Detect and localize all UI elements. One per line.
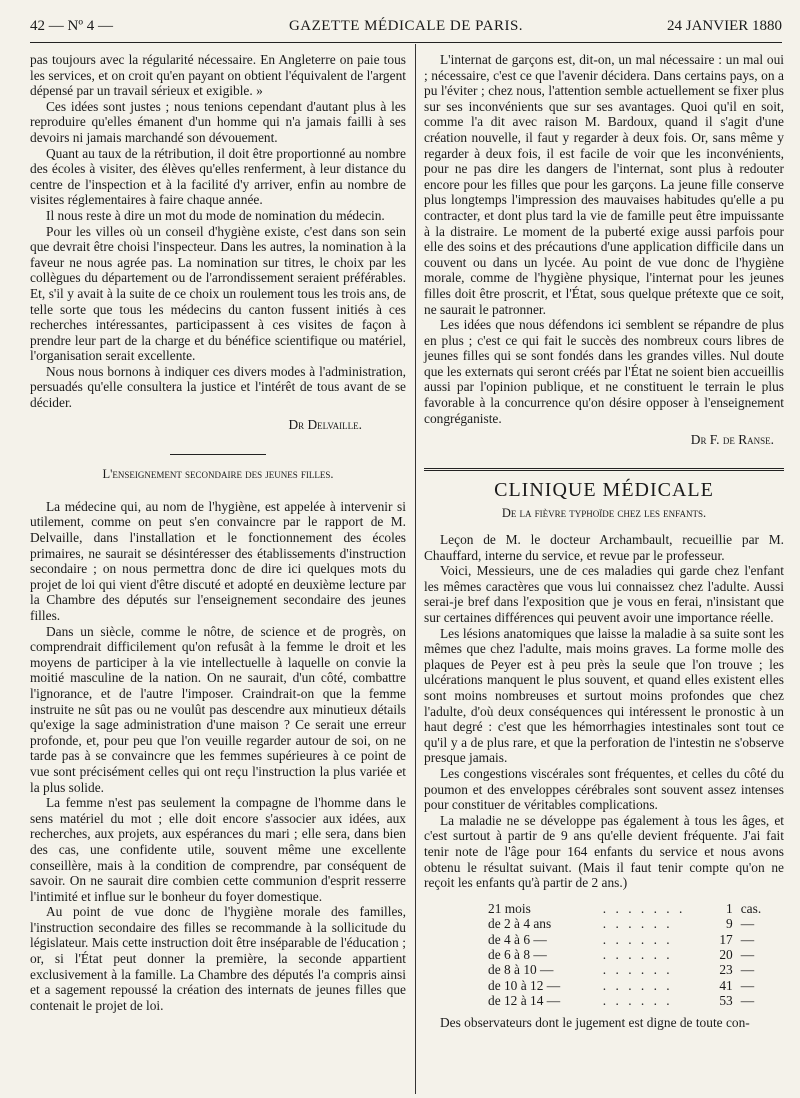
clinic-subtitle: De la fièvre typhoïde chez les enfants. xyxy=(501,506,707,521)
column-divider xyxy=(415,44,416,1094)
case-count: 9 xyxy=(726,916,733,932)
paragraph: Nous nous bornons à indiquer ces divers modes à l'administration, persuadés qu'elle consultera la justice et l'intérêt de tous avant de se décider. xyxy=(30,363,406,411)
page-number: 42 — Nº 4 — xyxy=(30,18,113,34)
case-unit: — xyxy=(740,993,755,1009)
paragraph: Quant au taux de la rétribution, il doit être proportionné au nombre des écoles à visiter, des élèves qu'elles renferment, à leur distance du centre de l'inspection et à la facilité d'y arriver, enfin au nombre de visites réglementaires à faire chaque année. xyxy=(30,145,406,208)
case-count: 41 xyxy=(719,977,733,993)
paragraph: Pour les villes où un conseil d'hygiène existe, c'est dans son sein que devrait être choisi l'inspecteur. Dans les autres, la nomination à la faveur ne nous agrée pas. La nomination sur titres, le choix par les collègues du département ou de l'arrondissement seraient préférables. Et, s'il y avait à la suite de ce choix un roulement tous les trois ans, de telle sorte que tous les médecins du canton fussent initiés à ces recherches intéressantes, participassent à ces visites de façon à prendre leur part de la charge et du bénéfice scientifique ou matériel, l'organisation serait excellente. xyxy=(30,223,406,364)
leader-dots: . . . . . . xyxy=(602,993,673,1009)
paragraph: Voici, Messieurs, une de ces maladies qui garde chez l'enfant les mêmes caractères que vous lui connaissez chez l'adulte. Aussi serai-je bref dans l'exposition que je vous en ferai, n'insistant que sur certaines différences qui peuvent avoir une importance réelle. xyxy=(424,563,784,625)
case-unit: — xyxy=(740,946,755,962)
header-rule xyxy=(30,42,782,43)
age-range: de 12 à 14 — xyxy=(488,993,561,1009)
paragraph: Les congestions viscérales sont fréquentes, et celles du côté du poumon et des enveloppes cérébrales sont souvent assez intenses pour constituer de véritables complications. xyxy=(424,765,784,813)
case-count: 20 xyxy=(719,946,733,962)
section-title: L'enseignement secondaire des jeunes filles. xyxy=(102,467,334,482)
age-range: de 6 à 8 — xyxy=(488,946,547,962)
case-unit: — xyxy=(740,916,755,932)
age-range: de 8 à 10 — xyxy=(488,962,554,978)
case-count: 17 xyxy=(719,931,733,947)
paragraph: Les idées que nous défendons ici semblent se répandre de plus en plus ; c'est ce qui fait le succès des nombreux cours libres de jeunes filles qui se sont fondés dans les grandes villes. Nul doute que les externats qui seront créés par l'État ne soient bien accueillis aussi par l'opinion publique, et ne constituent le terrain le plus favorable à la concurrence qu'on désire opposer à l'enseignement congréganiste. xyxy=(424,317,784,426)
case-unit: — xyxy=(740,931,755,947)
table-row xyxy=(484,901,784,916)
table-row xyxy=(484,932,784,947)
case-unit: — xyxy=(740,962,755,978)
age-range: de 2 à 4 ans xyxy=(488,916,552,932)
case-count: 53 xyxy=(719,993,733,1009)
journal-title: GAZETTE MÉDICALE DE PARIS. xyxy=(288,18,524,34)
leader-dots: . . . . . . xyxy=(602,931,673,947)
paragraph: Des observateurs dont le jugement est digne de toute con- xyxy=(440,1014,750,1030)
section-divider xyxy=(170,454,266,455)
leader-dots: . . . . . . xyxy=(602,946,673,962)
clinic-title: CLINIQUE MÉDICALE xyxy=(494,478,714,501)
left-column xyxy=(30,52,406,1013)
right-column xyxy=(424,52,784,1030)
paragraph: Au point de vue donc de l'hygiène morale des familles, l'instruction secondaire des filles se recommande à la sollicitude du législateur. Mais cette instruction doit être inséparable de l'éducation ; or, si l'État peut donner la première, la seconde appartient exclusivement à la famille. La Chambre des députés l'a compris ainsi et a sagement repoussé la création des internats de jeunes filles que contenait le projet de loi. xyxy=(30,904,406,1013)
issue-date: 24 JANVIER 1880 xyxy=(667,18,782,34)
leader-dots: . . . . . . . xyxy=(602,900,686,916)
age-range: de 4 à 6 — xyxy=(488,931,547,947)
age-stats-table xyxy=(484,901,784,1009)
paragraph: Ces idées sont justes ; nous tenions cependant d'autant plus à les reproduire qu'elles émanent d'un homme qui n'a jamais failli à ses devoirs ni jamais marchandé son dévouement. xyxy=(30,98,406,145)
table-row xyxy=(484,978,784,993)
leader-dots: . . . . . . xyxy=(602,916,673,932)
age-range: 21 mois xyxy=(488,900,531,916)
case-count: 23 xyxy=(719,962,733,978)
table-row xyxy=(484,947,784,962)
section-divider xyxy=(424,468,784,473)
lecture-note: Leçon de M. le docteur Archambault, recueillie par M. Chauffard, interne du service, et revue par le professeur. xyxy=(424,532,784,563)
leader-dots: . . . . . . xyxy=(602,962,673,978)
table-row xyxy=(484,916,784,931)
paragraph: La femme n'est pas seulement la compagne de l'homme dans le sens matériel du mot ; elle doit encore s'associer aux idées, aux recherches, aux projets, aux espérances du mari ; elle sera, dans bien des cas, une confidente utile, souvent même une excellente conseillère, mais à la condition de comprendre, par conséquent de savoir. On ne saurait dire combien cette communion d'esprit resserre l'intimité et influe sur le bonheur du foyer domestique. xyxy=(30,795,406,904)
case-unit: — xyxy=(740,977,755,993)
signature: Dr F. de Ranse. xyxy=(690,432,774,448)
page-header xyxy=(30,18,782,38)
paragraph: pas toujours avec la régularité nécessaire. En Angleterre on paie tous les services, et on croit qu'en payant on obtient l'équivalent de l'argent dépensé par un travail sérieux et exigible. » xyxy=(30,52,406,99)
paragraph: Les lésions anatomiques que laisse la maladie à sa suite sont les mêmes que chez l'adulte, mais moins graves. La forme molle des plaques de Peyer est à peu près la seule que l'on trouve ; les ulcérations manquent le plus souvent, et quand elles existent elles sont moins nombreuses et surtout moins profondes que chez l'adulte, d'où deux conséquences qui intéressent le pronostic à un haut degré : c'est que les hémorrhagies intestinales sont tout ce qu'il y a de plus rare, et que la perforation de l'intestin ne s'observe presque jamais. xyxy=(424,625,784,766)
signature: Dr Delvaille. xyxy=(288,416,362,432)
paragraph: La maladie ne se développe pas également à tous les âges, et c'est surtout à partir de 9 ans qu'elle devient fréquente. J'ai fait tenir note de l'âge pour 164 enfants du service et nous avons obtenu le résultat suivant. (Mais il faut tenir compte qu'on ne reçoit les enfants qu'à partir de 2 ans.) xyxy=(424,812,784,891)
paragraph: Il nous reste à dire un mot du mode de nomination du médecin. xyxy=(46,207,385,223)
case-unit: cas. xyxy=(740,900,762,916)
paragraph: La médecine qui, au nom de l'hygiène, est appelée à intervenir si utilement, comme on peut s'en convaincre par le rapport de M. Delvaille, dans l'installation et le fonctionnement des écoles primaires, ne saurait se désintéresser des établissements d'instruction secondaire ; on nous permettra donc de dire ici quelques mots du projet de loi qui vient d'être discuté et adopté en deuxième lecture par la Chambre des députés sur l'enseignement secondaire des jeunes filles. xyxy=(30,498,406,623)
table-row xyxy=(484,993,784,1008)
table-row xyxy=(484,962,784,977)
leader-dots: . . . . . . xyxy=(602,977,673,993)
age-range: de 10 à 12 — xyxy=(488,977,561,993)
paragraph: Dans un siècle, comme le nôtre, de science et de progrès, on comprendrait difficilement qu'on refusât à la femme le droit et les moyens de participer à la vie intellectuelle à laquelle on convie la moitié masculine de la nation. On ne saurait, d'un côté, combattre l'ignorance, et de l'autre l'imposer. Craindrait-on que la femme instruite ne sût pas ou ne voulût pas descendre aux minutieux détails qu'exige la sage administration d'une maison ? Ce serait une erreur profonde, et, pour peu que l'on veuille regarder autour de soi, on ne tarde pas à se convaincre que les femmes supérieures à ce point de vue sont précisément celles qui ont reçu l'instruction la plus variée et la plus solide. xyxy=(30,623,406,795)
paragraph: L'internat de garçons est, dit-on, un mal nécessaire : un mal oui ; nécessaire, c'est ce que l'avenir décidera. Dans certains pays, on a pu l'éviter ; chez nous, l'attention semble actuellement se fixer plus sur ses inconvénients que sur ses avantages. Quoi qu'il en soit, comme l'a dit avec raison M. Bardoux, quand il s'agit d'une création nouvelle, il faut y regarder à deux fois. Or, sans même y regarder à deux fois, il est facile de voir que les inconvénients, pour ne pas dire les dangers de l'internat, sont plus à redouter encore pour les filles que pour les garçons. La jeune fille conserve plus longtemps l'impression des mauvaises habitudes qu'elle a pu contracter, et dont plus tard la vie de famille peut être impuissante à la distraire. Le moment de la puberté exige aussi parfois pour elle des soins et des précautions d'une application difficile dans un couvent ou dans un lycée. Au point de vue donc de l'hygiène morale, comme de l'hygiène physique, l'internat pour les jeunes filles doit être proscrit, et l'État, sous quelque prétexte que ce soit, ne saurait le patronner. xyxy=(424,52,784,317)
case-count: 1 xyxy=(726,900,733,916)
